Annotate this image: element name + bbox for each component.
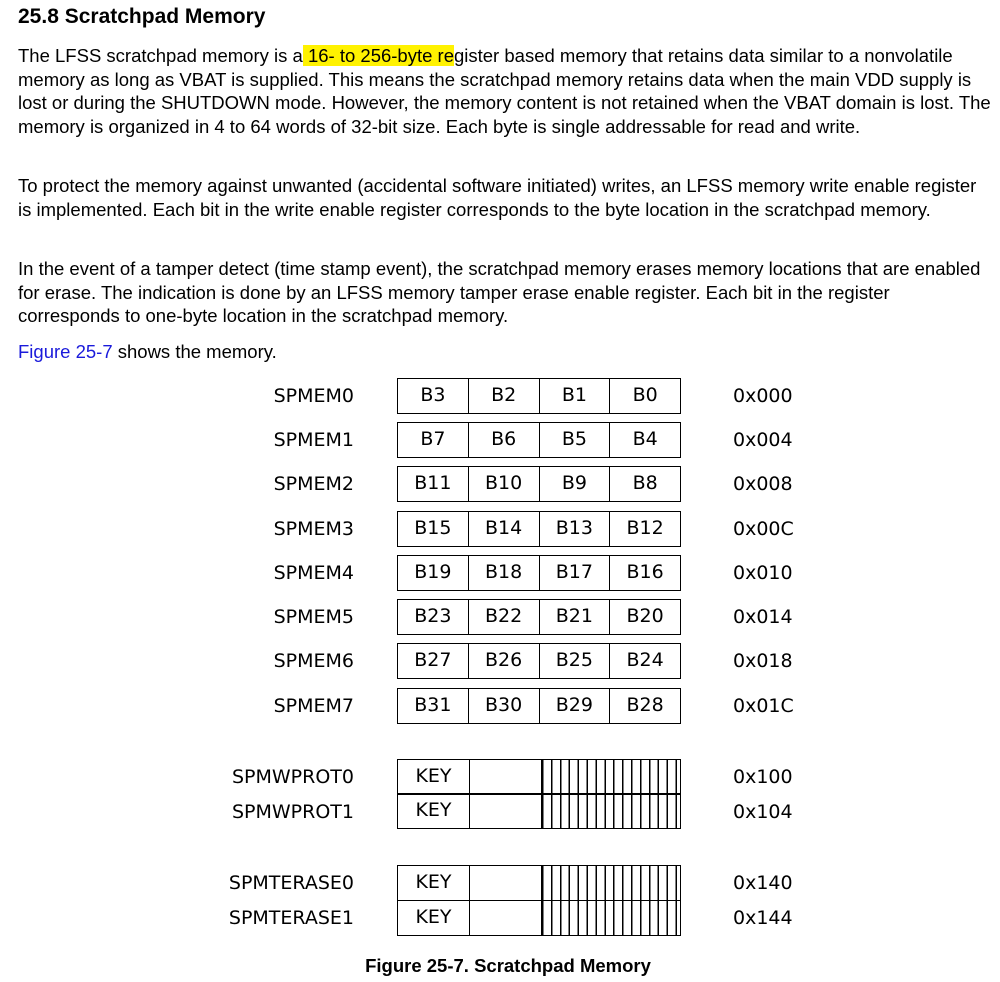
register-label: SPMEM3 <box>273 518 354 540</box>
byte-cell: B8 <box>609 467 680 501</box>
byte-cell: B23 <box>414 605 452 627</box>
register-label: SPMEM6 <box>273 650 354 672</box>
byte-cell: B7 <box>420 428 446 450</box>
reserved-cell <box>470 794 542 828</box>
register-address: 0x104 <box>733 801 793 823</box>
byte-cell: B6 <box>468 423 539 457</box>
byte-cell: B9 <box>539 467 610 501</box>
register-box <box>397 378 681 414</box>
register-box <box>397 466 681 502</box>
byte-cell: B5 <box>539 423 610 457</box>
paragraph-1-rest: gister based memory that retains data similar to a nonvolatile memory as long as VBAT is supplied. This means the scratchpad memory retains data when the main VDD supply is lost or during the SHUTDOWN mode. However, the memory content is not retained when the VBAT domain is lost. The memory is organized in 4 to 64 words of 32-bit size. Each byte is single addressable for read and write. <box>18 45 991 137</box>
byte-cell: B21 <box>539 600 610 634</box>
byte-cell: B11 <box>414 472 452 494</box>
key-register-box <box>397 793 681 829</box>
register-address: 0x140 <box>733 872 793 894</box>
byte-cell: B17 <box>539 556 610 590</box>
paragraph-1-start: The LFSS scratchpad memory is a <box>18 45 303 66</box>
key-cell: KEY <box>398 901 470 935</box>
byte-cell: B14 <box>468 512 539 546</box>
reserved-cell <box>470 866 542 900</box>
register-box <box>397 422 681 458</box>
byte-cell: B15 <box>414 517 452 539</box>
byte-cell: B4 <box>609 423 680 457</box>
figure-link[interactable]: Figure 25-7 <box>18 341 113 362</box>
byte-cell: B13 <box>539 512 610 546</box>
key-register-box <box>397 900 681 936</box>
register-label: SPMEM2 <box>273 473 354 495</box>
paragraph-3: In the event of a tamper detect (time stamp event), the scratchpad memory erases memory locations that are enabled for erase. The indication is done by an LFSS memory tamper erase enable register. Each bit in the register corresponds to one-byte location in the scratchpad memory. <box>18 258 981 327</box>
byte-cell: B22 <box>468 600 539 634</box>
register-address: 0x144 <box>733 907 793 929</box>
byte-cell: B31 <box>414 694 452 716</box>
byte-cell: B20 <box>609 600 680 634</box>
byte-cell: B3 <box>420 384 446 406</box>
register-label: SPMTERASE1 <box>228 907 354 929</box>
register-address: 0x010 <box>733 562 793 584</box>
register-label: SPMWPROT1 <box>231 801 354 823</box>
byte-cell: B19 <box>414 561 452 583</box>
reserved-cell <box>470 901 542 935</box>
register-label: SPMEM4 <box>273 562 354 584</box>
register-label: SPMWPROT0 <box>231 766 354 788</box>
byte-cell: B29 <box>539 689 610 723</box>
paragraph-4 <box>18 340 993 364</box>
byte-cell: B1 <box>539 379 610 413</box>
register-label: SPMEM7 <box>273 695 354 717</box>
register-box <box>397 688 681 724</box>
register-address: 0x014 <box>733 606 793 628</box>
register-box <box>397 511 681 547</box>
byte-cell: B2 <box>468 379 539 413</box>
register-label: SPMEM0 <box>273 385 354 407</box>
register-address: 0x018 <box>733 650 793 672</box>
byte-cell: B27 <box>414 649 452 671</box>
key-cell: KEY <box>398 760 470 794</box>
register-box <box>397 643 681 679</box>
register-box <box>397 555 681 591</box>
register-address: 0x100 <box>733 766 793 788</box>
register-label: SPMTERASE0 <box>228 872 354 894</box>
byte-cell: B25 <box>539 644 610 678</box>
byte-cell: B10 <box>468 467 539 501</box>
register-box <box>397 599 681 635</box>
register-address: 0x004 <box>733 429 793 451</box>
register-address: 0x000 <box>733 385 793 407</box>
byte-cell: B16 <box>609 556 680 590</box>
byte-cell: B28 <box>609 689 680 723</box>
section-heading: 25.8 Scratchpad Memory <box>18 5 266 28</box>
paragraph-4-rest: shows the memory. <box>112 341 277 362</box>
figure-caption: Figure 25-7. Scratchpad Memory <box>365 955 651 976</box>
byte-cell: B18 <box>468 556 539 590</box>
byte-cell: B24 <box>609 644 680 678</box>
paragraph-1 <box>18 44 993 138</box>
byte-cell: B12 <box>609 512 680 546</box>
bit-field <box>542 760 680 794</box>
register-address: 0x00C <box>733 518 794 540</box>
paragraph-2: To protect the memory against unwanted (accidental software initiated) writes, an LFSS memory write enable register is implemented. Each bit in the write enable register corresponds to the byte location in the scratchpad memory. <box>18 175 977 220</box>
byte-cell: B26 <box>468 644 539 678</box>
key-cell: KEY <box>398 794 470 828</box>
bit-field <box>542 866 680 900</box>
reserved-cell <box>470 760 542 794</box>
bit-field <box>542 794 680 828</box>
bit-field <box>542 901 680 935</box>
register-address: 0x01C <box>733 695 794 717</box>
key-cell: KEY <box>398 866 470 900</box>
register-label: SPMEM1 <box>273 429 354 451</box>
byte-cell: B30 <box>468 689 539 723</box>
byte-cell: B0 <box>609 379 680 413</box>
register-address: 0x008 <box>733 473 793 495</box>
register-label: SPMEM5 <box>273 606 354 628</box>
key-register-box <box>397 759 681 795</box>
key-register-box <box>397 865 681 901</box>
highlighted-text: 16- to 256-byte re <box>302 45 454 66</box>
